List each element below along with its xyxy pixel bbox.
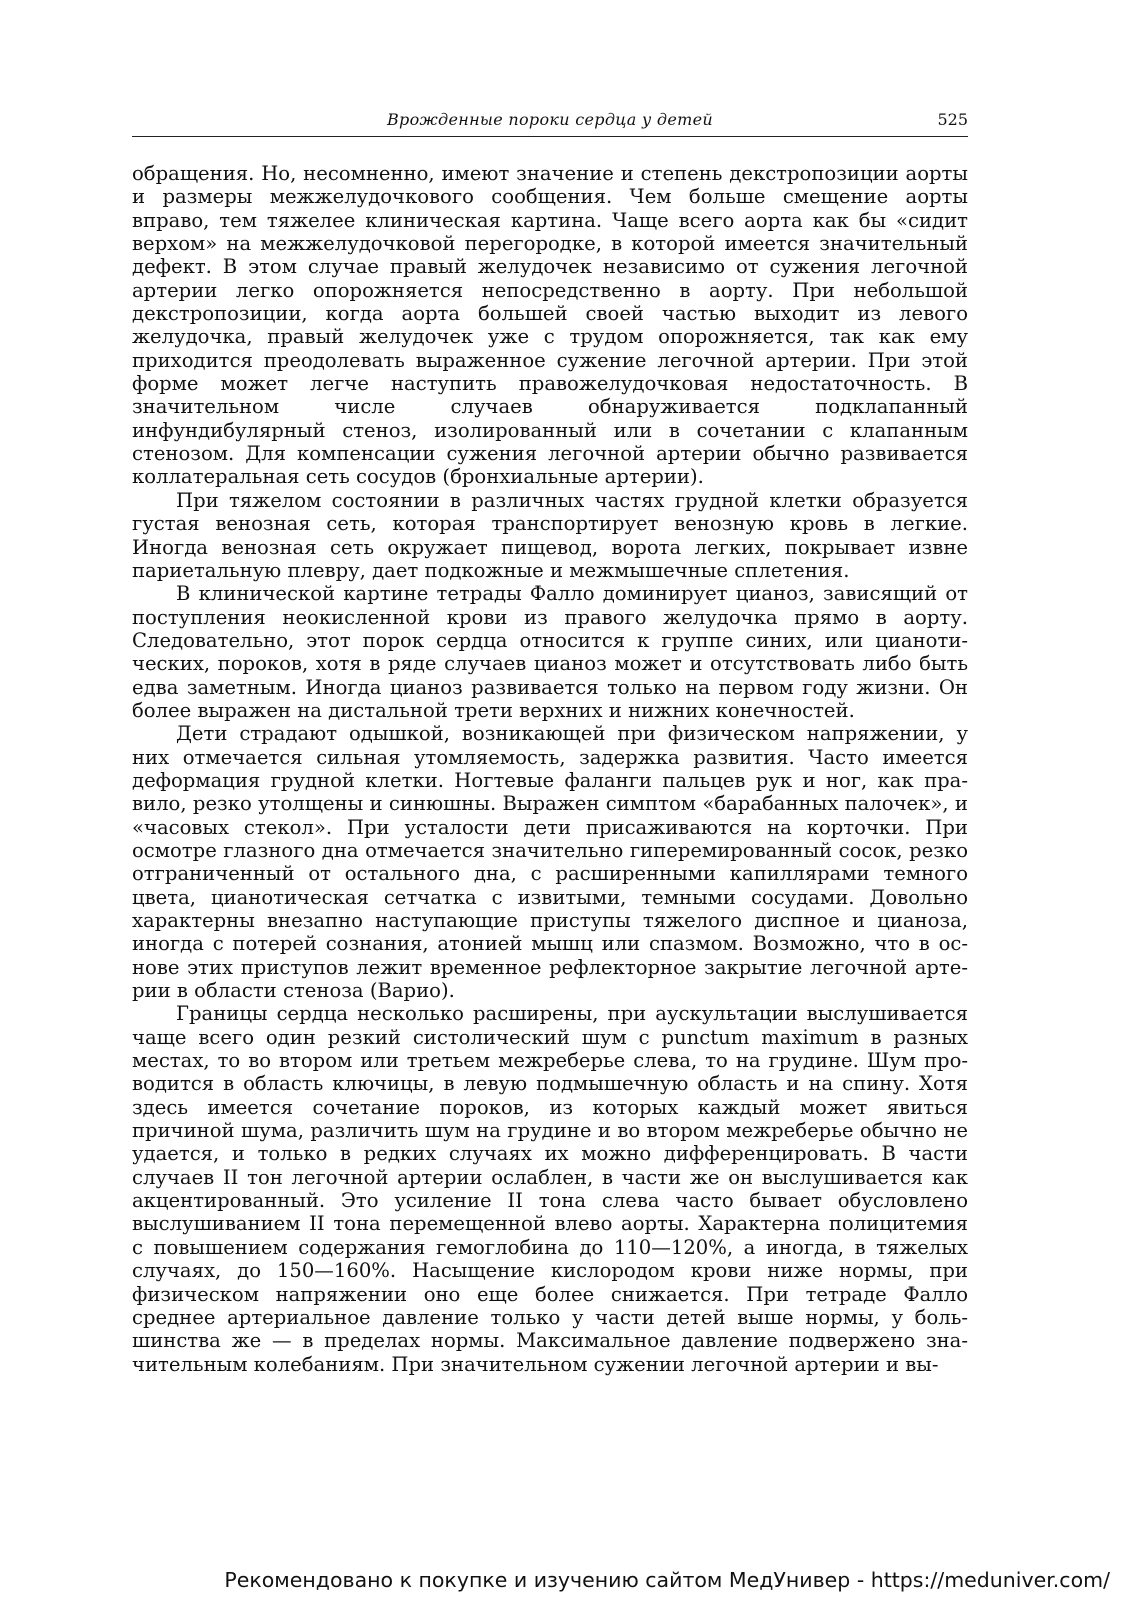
running-title: Врожденные пороки сердца у детей: [387, 110, 713, 129]
footer-recommendation: Рекомендовано к покупке и изучению сайтом МедУнивер - https://meduniver.com/: [224, 1568, 1110, 1592]
paragraph-symptoms: Дети страдают одышкой, возникающей при физическом напряжении, у них отмечается сильная утомляемость, задержка развития. Часто имеется деформация грудной клетки. Ногтевые фаланги пальцев рук и ног, как правило, резко утолщены и синюшны. Выражен симптом «барабанных палочек», и «часовых стекол». При усталости дети присаживаются на корточки. При осмотре глазного дна отмечается значительно гиперемированный сосок, резко отграниченный от остального дна, с расширенными капиллярами темного цвета, цианотическая сетчатка с извитыми, темными сосудами. Довольно характерны внезапно наступающие приступы тяжелого диспное и цианоза, иногда с потерей сознания, атонией мышц или спазмом. Возможно, что в основе этих приступов лежит временное рефлекторное закрытие легочной артерии в области стеноза (Варио).: [132, 722, 968, 1003]
page-number: 525: [937, 110, 968, 129]
running-header: [132, 110, 968, 137]
body-text: [132, 162, 968, 1376]
paragraph-auscultation: Границы сердца несколько расширены, при аускультации выслушивается чаще всего один резкий систолический шум с punctum maximum в разных местах, то во втором или третьем межреберье слева, то на грудине. Шум проводится в область ключицы, в левую подмышечную область и на спину. Хотя здесь имеется сочетание пороков, из которых каждый может явиться причиной шума, различить шум на грудине и во втором межреберье обычно не удается, и только в редких случаях их можно дифференцировать. В части случаев II тон легочной артерии ослаблен, в части же он выслушивается как акцентированный. Это усиление II тона слева часто бывает обусловлено выслушиванием II тона перемещенной влево аорты. Характерна полицитемия с повышением содержания гемоглобина до 110—120%, а иногда, в тяжелых случаях, до 150—160%. Насыщение кислородом крови ниже нормы, при физическом напряжении оно еще более снижается. При тетраде Фалло среднее артериальное давление только у части детей выше нормы, у большинства же — в пределах нормы. Максимальное давление подвержено значительным колебаниям. При значительном сужении легочной артерии и вы-: [132, 1002, 968, 1376]
paragraph-cyanosis: В клинической картине тетрады Фалло доминирует цианоз, зависящий от поступления неокисленной крови из правого желудочка прямо в аорту. Следовательно, этот порок сердца относится к группе синих, или цианотических, пороков, хотя в ряде случаев цианоз может и отсутствовать либо быть едва заметным. Иногда цианоз развивается только на первом году жизни. Он более выражен на дистальной трети верхних и нижних конечностей.: [132, 582, 968, 722]
paragraph-venous-network: При тяжелом состоянии в различных частях грудной клетки образуется густая венозная сеть, которая транспортирует венозную кровь в легкие. Иногда венозная сеть окружает пищевод, ворота легких, покрывает извне париетальную плевру, дает подкожные и межмышечные сплетения.: [132, 488, 968, 582]
paragraph-continuation: обращения. Но, несомненно, имеют значение и степень декстропозиции аорты и размеры межжелудочкового сообщения. Чем больше смещение аорты вправо, тем тяжелее клиническая картина. Чаще всего аорта как бы «сидит верхом» на межжелудочковой перегородке, в которой имеется значительный дефект. В этом случае правый желудочек независимо от сужения легочной артерии легко опорожняется непосредственно в аорту. При небольшой декстропозиции, когда аорта большей своей частью выходит из левого желудочка, правый желудочек уже с трудом опорожняется, так как ему приходится преодолевать выраженное сужение легочной артерии. При этой форме может легче наступить правожелудочковая недостаточность. В значительном числе случаев обнаруживается подклапанный инфундибулярный стеноз, изолированный или в сочетании с клапанным стенозом. Для компенсации сужения легочной артерии обычно развивается коллатеральная сеть сосудов (бронхиальные артерии).: [132, 162, 968, 489]
